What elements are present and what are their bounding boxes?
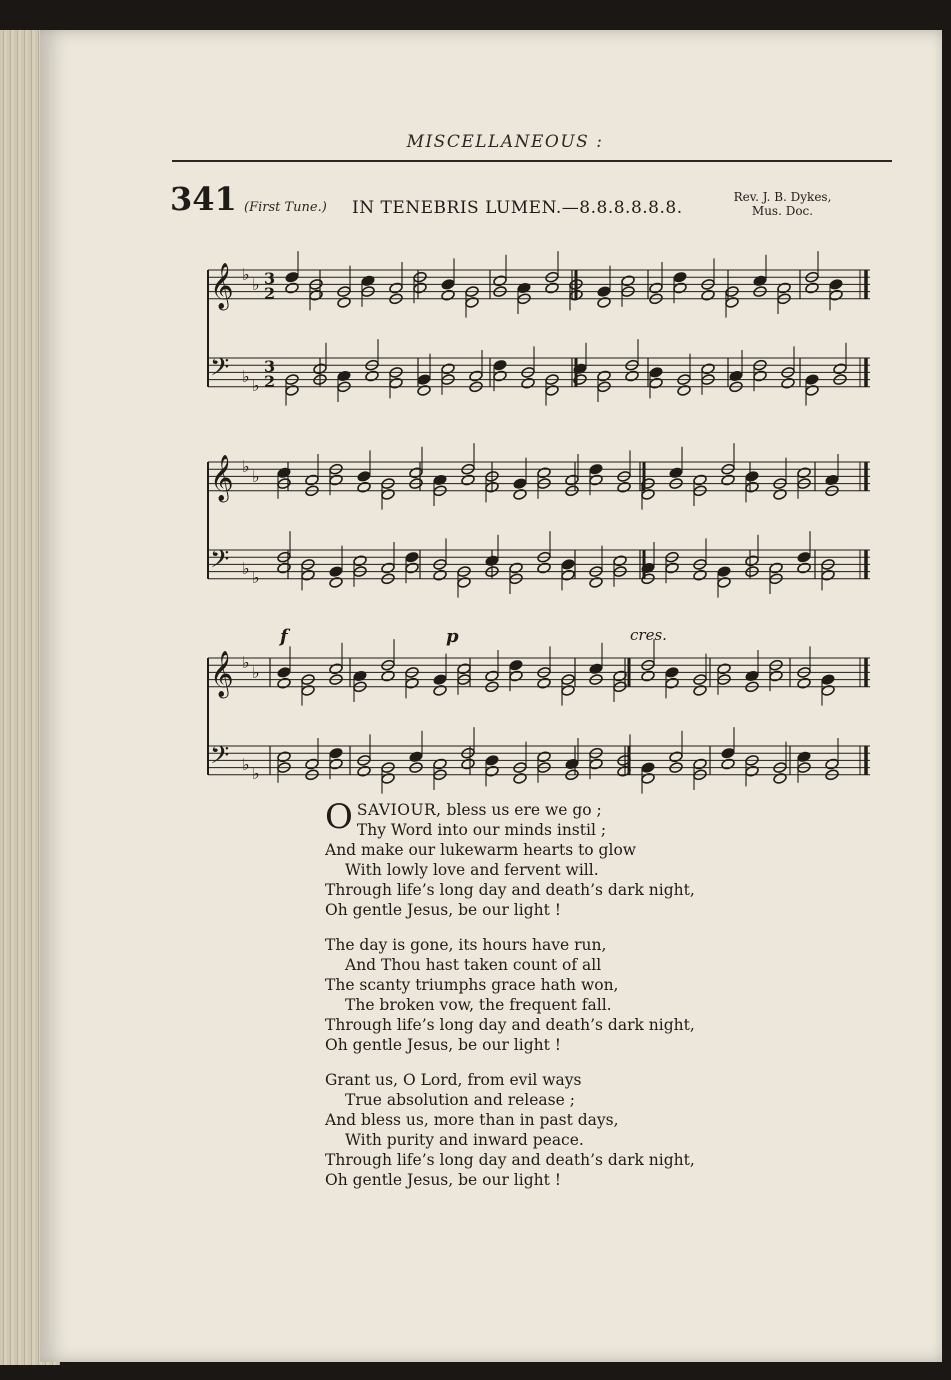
notehead: [405, 551, 420, 563]
verse-line-text: The scanty triumphs grace hath won,: [325, 976, 619, 994]
verse-line: [325, 820, 695, 840]
notehead: [805, 374, 820, 386]
notehead: [301, 684, 316, 696]
verse-line-text: And bless us, more than in past days,: [325, 1111, 619, 1129]
notehead: [745, 670, 760, 682]
notehead: [417, 384, 432, 396]
verse-line-text: Through life’s long day and death’s dark night,: [325, 1016, 695, 1034]
notehead: [565, 758, 580, 770]
bass-clef-icon: 𝄢: [210, 741, 230, 776]
notehead: [513, 772, 528, 784]
notehead: [717, 566, 732, 578]
notehead: [433, 674, 448, 686]
composer-degree: Mus. Doc.: [751, 204, 814, 218]
notehead: [589, 663, 604, 675]
verse-line: [325, 1150, 695, 1170]
notehead: [509, 562, 524, 574]
verse: [325, 935, 695, 1055]
notehead: [825, 758, 840, 770]
notehead: [729, 370, 744, 382]
flat-sign-icon: ♭: [242, 457, 250, 476]
flat-sign-icon: ♭: [252, 764, 260, 783]
notehead: [545, 384, 560, 396]
hymn-number: 341: [170, 180, 237, 218]
notehead: [337, 370, 352, 382]
notehead: [721, 474, 736, 486]
verse-line-text: True absolution and release ;: [345, 1091, 575, 1109]
flat-sign-icon: ♭: [252, 568, 260, 587]
notehead: [561, 684, 576, 696]
notehead: [673, 271, 688, 283]
notehead: [717, 576, 732, 588]
notehead: [461, 758, 476, 770]
flat-sign-icon: ♭: [252, 663, 260, 682]
notehead: [509, 659, 524, 671]
bass-clef-icon: 𝄢: [210, 353, 230, 388]
notehead: [457, 663, 472, 675]
notehead: [329, 758, 344, 770]
verse-line-text: bless us ere we go ;: [441, 801, 602, 819]
treble-clef-icon: 𝄞: [210, 455, 234, 501]
notehead: [665, 677, 680, 689]
notehead: [589, 576, 604, 588]
music-score: [170, 230, 880, 802]
notehead: [669, 751, 684, 763]
score-system: [208, 443, 870, 597]
notehead: [833, 363, 848, 375]
notehead: [381, 772, 396, 784]
notehead: [433, 684, 448, 696]
notehead: [677, 384, 692, 396]
notehead: [305, 474, 320, 486]
notehead: [829, 278, 844, 290]
notehead: [405, 562, 420, 574]
notehead: [721, 758, 736, 770]
notehead: [649, 377, 664, 389]
verse-line: [325, 1070, 695, 1090]
notehead: [769, 670, 784, 682]
notehead: [745, 470, 760, 482]
notehead: [797, 562, 812, 574]
tune-note: (First Tune.): [244, 200, 327, 215]
score-system: [208, 251, 870, 405]
notehead: [537, 751, 552, 763]
notehead: [509, 670, 524, 682]
notehead: [829, 289, 844, 301]
notehead: [285, 282, 300, 294]
notehead: [545, 282, 560, 294]
verse-line: [325, 1170, 695, 1190]
notehead: [329, 747, 344, 759]
notehead: [641, 772, 656, 784]
notehead: [617, 481, 632, 493]
notehead: [329, 576, 344, 588]
notehead: [617, 765, 632, 777]
notehead: [361, 275, 376, 287]
notehead: [381, 670, 396, 682]
notehead: [337, 296, 352, 308]
notehead: [277, 562, 292, 574]
notehead: [673, 282, 688, 294]
notehead: [433, 474, 448, 486]
notehead: [405, 677, 420, 689]
notehead: [773, 488, 788, 500]
notehead: [625, 370, 640, 382]
flat-sign-icon: ♭: [252, 467, 260, 486]
notehead: [485, 555, 500, 567]
notehead: [329, 663, 344, 675]
verse-line-text: Oh gentle Jesus, be our light !: [325, 901, 561, 919]
notehead: [777, 282, 792, 294]
verse-line-text: The broken vow, the frequent fall.: [345, 996, 612, 1014]
hymn-verses: [325, 797, 695, 1205]
verse-line-text: Through life’s long day and death’s dark night,: [325, 881, 695, 899]
verse-line: [325, 935, 695, 955]
verse-line-text: Through life’s long day and death’s dark night,: [325, 1151, 695, 1169]
verse-line: [325, 1110, 695, 1130]
notehead: [597, 286, 612, 298]
notehead: [409, 467, 424, 479]
verse-line-text: With purity and inward peace.: [345, 1131, 584, 1149]
verse-line: [325, 1015, 695, 1035]
notehead: [465, 296, 480, 308]
flat-sign-icon: ♭: [252, 275, 260, 294]
notehead: [745, 481, 760, 493]
notehead: [589, 758, 604, 770]
notehead: [329, 474, 344, 486]
composer-name: Rev. J. B. Dykes,: [733, 190, 832, 204]
notehead: [461, 474, 476, 486]
notehead: [493, 359, 508, 371]
notehead: [309, 289, 324, 301]
notehead: [537, 677, 552, 689]
notehead: [305, 758, 320, 770]
notehead: [693, 758, 708, 770]
notehead: [413, 282, 428, 294]
flat-sign-icon: ♭: [242, 653, 250, 672]
flat-sign-icon: ♭: [242, 367, 250, 386]
notehead: [701, 363, 716, 375]
tune-title: IN TENEBRIS LUMEN.—8.8.8.8.8.8.: [352, 198, 683, 218]
notehead: [773, 772, 788, 784]
drop-capital: O: [325, 797, 353, 837]
notehead: [517, 282, 532, 294]
notehead: [277, 751, 292, 763]
running-head: MISCELLANEOUS :: [406, 132, 604, 152]
notehead: [441, 278, 456, 290]
notehead: [665, 666, 680, 678]
notehead: [597, 370, 612, 382]
notehead: [277, 677, 292, 689]
notehead: [365, 370, 380, 382]
notehead: [797, 467, 812, 479]
notehead: [285, 271, 300, 283]
notehead: [389, 282, 404, 294]
notehead: [753, 275, 768, 287]
notehead: [745, 765, 760, 777]
notehead: [797, 551, 812, 563]
notehead: [485, 765, 500, 777]
verse: [325, 797, 695, 920]
composer-credit: [700, 190, 865, 218]
notehead: [469, 370, 484, 382]
notehead: [721, 747, 736, 759]
notehead: [485, 754, 500, 766]
notehead: [285, 384, 300, 396]
notehead: [693, 684, 708, 696]
notehead: [613, 555, 628, 567]
verse-line: [325, 975, 695, 995]
notehead: [537, 562, 552, 574]
hymnal-page: [40, 30, 942, 1362]
notehead: [301, 569, 316, 581]
verse-line-text: And Thou hast taken count of all: [345, 956, 602, 974]
verse-line-text: With lowly love and fervent will.: [345, 861, 599, 879]
verse-line: [325, 955, 695, 975]
notehead: [357, 481, 372, 493]
notehead: [513, 488, 528, 500]
verse-line-text: And make our lukewarm hearts to glow: [325, 841, 637, 859]
notehead: [745, 555, 760, 567]
notehead: [409, 751, 424, 763]
notehead: [493, 370, 508, 382]
notehead: [825, 474, 840, 486]
notehead: [805, 384, 820, 396]
verse-line: [325, 880, 695, 900]
notehead: [537, 467, 552, 479]
notehead: [513, 478, 528, 490]
notehead: [649, 366, 664, 378]
verse-line: [325, 900, 695, 920]
notehead: [641, 670, 656, 682]
notehead: [821, 684, 836, 696]
notehead: [433, 758, 448, 770]
notehead: [441, 363, 456, 375]
time-signature-bottom: 2: [264, 284, 276, 303]
notehead: [597, 296, 612, 308]
notehead: [493, 275, 508, 287]
time-signature-top: 3: [264, 357, 276, 376]
notehead: [797, 751, 812, 763]
notehead: [669, 467, 684, 479]
notehead: [561, 558, 576, 570]
dynamic-mark: p: [446, 626, 459, 647]
verse-line: [325, 1090, 695, 1110]
dynamic-mark: f: [280, 626, 288, 647]
notehead: [381, 488, 396, 500]
notehead: [521, 377, 536, 389]
dynamic-mark: cres.: [630, 626, 667, 644]
notehead: [357, 765, 372, 777]
time-signature-top: 3: [264, 269, 276, 288]
flat-sign-icon: ♭: [242, 755, 250, 774]
notehead: [717, 663, 732, 675]
notehead: [797, 677, 812, 689]
notehead: [621, 275, 636, 287]
verse-line-text: Oh gentle Jesus, be our light !: [325, 1171, 561, 1189]
verse-line-text: Grant us, O Lord, from evil ways: [325, 1071, 582, 1089]
notehead: [753, 370, 768, 382]
time-signature-bottom: 2: [264, 372, 276, 391]
notehead: [561, 569, 576, 581]
notehead: [353, 670, 368, 682]
notehead: [389, 377, 404, 389]
treble-clef-icon: 𝄞: [210, 263, 234, 309]
notehead: [665, 562, 680, 574]
verse-line: [325, 1130, 695, 1150]
verse: [325, 1070, 695, 1190]
notehead: [277, 467, 292, 479]
verse-line-text: Thy Word into our minds instil ;: [356, 821, 607, 839]
flat-sign-icon: ♭: [252, 376, 260, 395]
notehead: [693, 569, 708, 581]
notehead: [433, 569, 448, 581]
notehead: [565, 474, 580, 486]
notehead: [649, 282, 664, 294]
notehead: [441, 289, 456, 301]
notehead: [769, 562, 784, 574]
flat-sign-icon: ♭: [242, 559, 250, 578]
notehead: [589, 474, 604, 486]
notehead: [805, 282, 820, 294]
flat-sign-icon: ♭: [242, 265, 250, 284]
bass-clef-icon: 𝄢: [210, 545, 230, 580]
header-rule: [172, 160, 892, 162]
verse-line: [325, 860, 695, 880]
notehead: [693, 474, 708, 486]
notehead: [589, 463, 604, 475]
verse-line-text: Oh gentle Jesus, be our light !: [325, 1036, 561, 1054]
verse-line-text: The day is gone, its hours have run,: [325, 936, 607, 954]
score-system: [208, 639, 870, 793]
notehead: [457, 576, 472, 588]
notehead: [417, 374, 432, 386]
notehead: [781, 377, 796, 389]
notehead: [725, 296, 740, 308]
notehead: [821, 569, 836, 581]
verse-line: [325, 995, 695, 1015]
first-words: SAVIOUR,: [356, 801, 442, 819]
notehead: [357, 470, 372, 482]
notehead: [329, 566, 344, 578]
notehead: [701, 289, 716, 301]
notehead: [485, 670, 500, 682]
notehead: [277, 666, 292, 678]
treble-clef-icon: 𝄞: [210, 651, 234, 697]
verse-line: [325, 1035, 695, 1055]
notehead: [353, 555, 368, 567]
notehead: [821, 674, 836, 686]
notehead: [381, 562, 396, 574]
notehead: [641, 762, 656, 774]
verse-line: [325, 840, 695, 860]
